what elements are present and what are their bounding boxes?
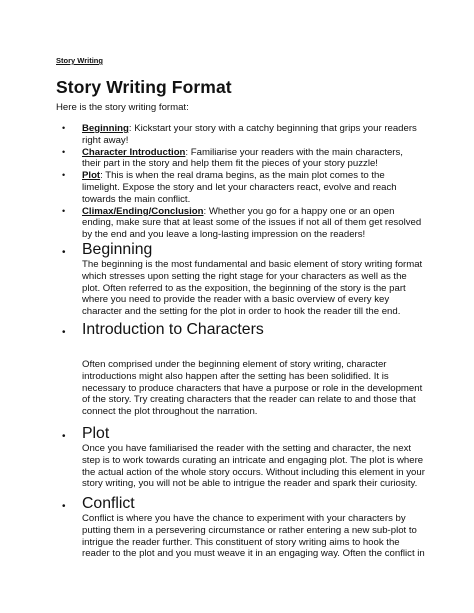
bullet-icon: • bbox=[62, 170, 66, 181]
section-heading-text: Beginning bbox=[82, 241, 153, 258]
bullet-icon: • bbox=[62, 431, 66, 442]
format-list bbox=[56, 123, 424, 241]
list-item-climax bbox=[56, 206, 424, 241]
bullet-icon: • bbox=[62, 247, 66, 258]
section-heading bbox=[56, 320, 426, 339]
list-text: : Kickstart your story with a catchy beginning that grips your readers right away! bbox=[82, 123, 417, 146]
list-term: Character Introduction bbox=[82, 146, 186, 158]
bullet-icon: • bbox=[62, 205, 66, 216]
list-text: : Familiarise your readers with the main characters, their part in the story and help them fit the pieces of your story puzzle! bbox=[82, 146, 403, 170]
section-beginning bbox=[56, 240, 426, 318]
list-item-character-introduction bbox=[56, 147, 424, 171]
section-heading-text: Conflict bbox=[82, 495, 135, 512]
list-text: : This is when the real drama begins, as the main plot comes to the limelight. Expose the story and let your characters react, evolve and reach towards the main conflict. bbox=[82, 170, 397, 205]
bullet-icon: • bbox=[62, 146, 66, 157]
list-item-beginning bbox=[56, 123, 424, 147]
list-term: Beginning bbox=[82, 123, 129, 134]
section-heading-text: Plot bbox=[82, 425, 110, 442]
document-title: Story Writing Format bbox=[56, 77, 232, 97]
section-plot bbox=[56, 424, 426, 490]
section-body: Often comprised under the beginning element of story writing, character introductions might also happen after the setting has been solidified. It is necessary to produce characters that have a purpose or role in the development of the story. Try creating characters that the reader can relate to and those that connect the plot throughout the narration. bbox=[82, 359, 423, 418]
section-body: Once you have familiarised the reader with the setting and character, the next step is to work towards curating an intricate and engaging plot. The plot is where the actual action of the whole story occurs. Without including this element in your story writing, you will not be able to intrigue the reader and spark their curiosity. bbox=[82, 443, 425, 490]
list-term: Plot bbox=[82, 170, 101, 182]
intro-text: Here is the story writing format: bbox=[56, 102, 189, 113]
section-heading-text: Introduction to Characters bbox=[82, 321, 264, 338]
section-heading bbox=[56, 494, 426, 513]
document-small-title: Story Writing bbox=[56, 56, 103, 65]
section-introduction-to-characters bbox=[56, 320, 426, 418]
section-conflict bbox=[56, 494, 426, 560]
section-heading bbox=[56, 240, 426, 259]
bullet-icon: • bbox=[62, 123, 66, 133]
section-body: The beginning is the most fundamental and basic element of story writing format which stresses upon setting the right stage for your characters as well as the plot. Often referred to as the exposition, the beginning of the story is the part where you need to provide the reader with a basic overview of every key character and the setting for the plot in order to hook the reader till the end. bbox=[82, 259, 423, 318]
list-term: Climax/Ending/Conclusion bbox=[82, 205, 204, 217]
section-body: Conflict is where you have the chance to experiment with your characters by putting them in a persevering circumstance or rather entering a new sub-plot to intrigue the reader further. This constituent of story writing aims to hook the reader to the plot and you must weave it in an engaging way. Often the conflict in bbox=[82, 513, 425, 560]
list-item-plot bbox=[56, 170, 424, 205]
list-text: : Whether you go for a happy one or an open ending, make sure that at least some of the issues if not all of them get resolved by the end and you leave a long-lasting impression on the readers! bbox=[82, 205, 422, 241]
bullet-icon: • bbox=[62, 327, 66, 338]
bullet-icon: • bbox=[62, 501, 66, 512]
section-heading bbox=[56, 424, 426, 443]
